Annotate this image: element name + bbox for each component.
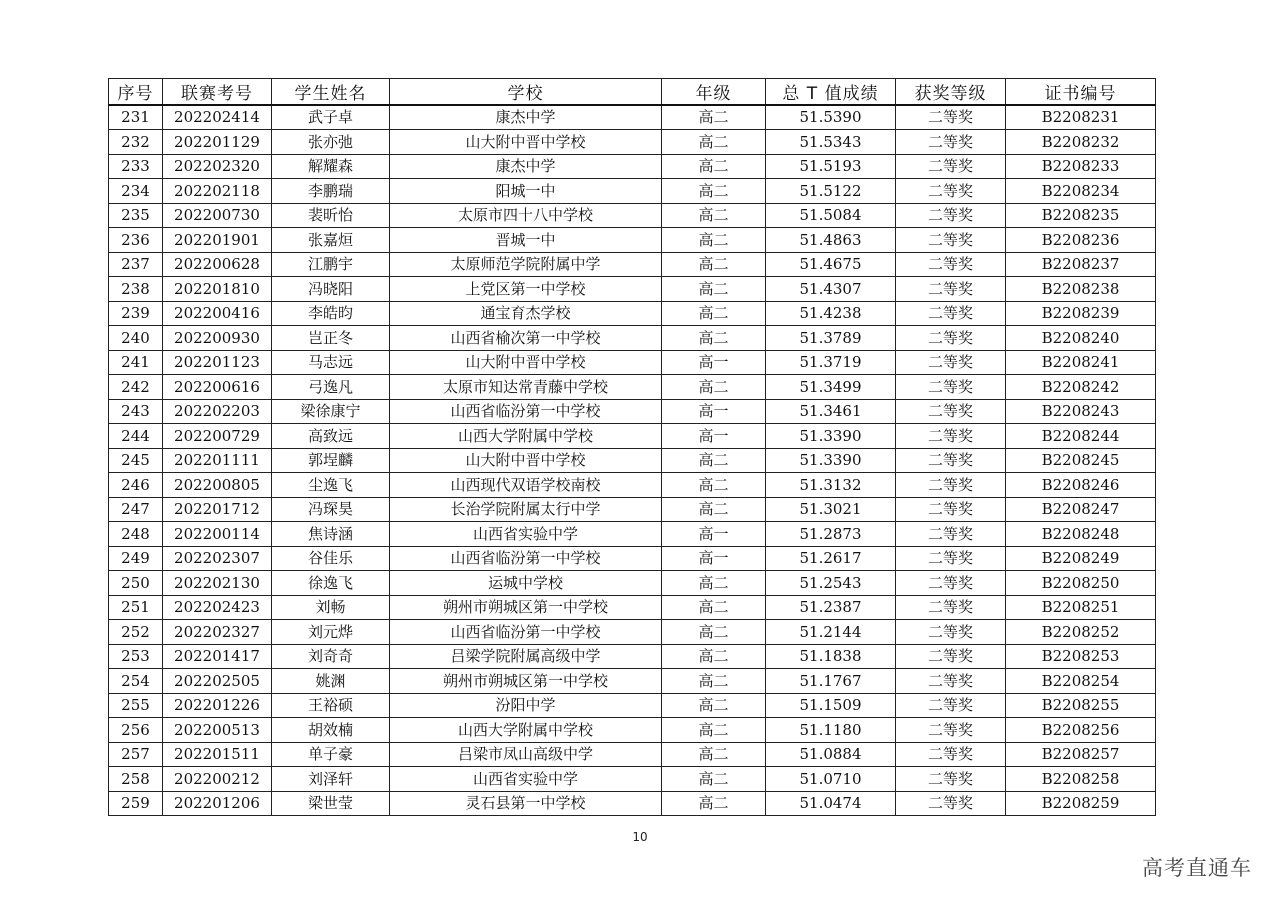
- table-row: [109, 252, 1156, 277]
- cell-student-name: 李鹏瑞: [272, 179, 390, 204]
- cell-certificate-number: B2208243: [1006, 399, 1156, 424]
- cell-certificate-number: B2208256: [1006, 718, 1156, 743]
- cell-certificate-number: B2208236: [1006, 228, 1156, 253]
- cell-grade: 高一: [662, 399, 766, 424]
- table-row: [109, 497, 1156, 522]
- cell-certificate-number: B2208244: [1006, 424, 1156, 449]
- header-exam-number: 联赛考号: [163, 79, 272, 106]
- cell-exam-number: 202202414: [163, 105, 272, 130]
- cell-exam-number: 202200616: [163, 375, 272, 400]
- cell-grade: 高二: [662, 448, 766, 473]
- cell-index: 235: [109, 203, 163, 228]
- cell-school: 山西大学附属中学校: [390, 718, 662, 743]
- cell-certificate-number: B2208248: [1006, 522, 1156, 547]
- cell-award-level: 二等奖: [896, 399, 1006, 424]
- cell-student-name: 马志远: [272, 350, 390, 375]
- table-row: [109, 448, 1156, 473]
- cell-total-t-score: 51.5084: [766, 203, 896, 228]
- cell-total-t-score: 51.2617: [766, 546, 896, 571]
- cell-total-t-score: 51.2873: [766, 522, 896, 547]
- cell-grade: 高一: [662, 522, 766, 547]
- table-row: [109, 595, 1156, 620]
- header-school: 学校: [390, 79, 662, 106]
- cell-award-level: 二等奖: [896, 130, 1006, 155]
- cell-grade: 高二: [662, 693, 766, 718]
- cell-exam-number: 202200805: [163, 473, 272, 498]
- cell-award-level: 二等奖: [896, 105, 1006, 130]
- cell-student-name: 武子卓: [272, 105, 390, 130]
- cell-school: 上党区第一中学校: [390, 277, 662, 302]
- header-grade: 年级: [662, 79, 766, 106]
- cell-total-t-score: 51.5390: [766, 105, 896, 130]
- cell-grade: 高二: [662, 252, 766, 277]
- cell-exam-number: 202200730: [163, 203, 272, 228]
- cell-total-t-score: 51.0884: [766, 742, 896, 767]
- cell-grade: 高二: [662, 742, 766, 767]
- cell-student-name: 尘逸飞: [272, 473, 390, 498]
- table-row: [109, 105, 1156, 130]
- cell-certificate-number: B2208250: [1006, 571, 1156, 596]
- cell-award-level: 二等奖: [896, 767, 1006, 792]
- cell-student-name: 张嘉烜: [272, 228, 390, 253]
- cell-exam-number: 202201810: [163, 277, 272, 302]
- cell-school: 山西省临汾第一中学校: [390, 399, 662, 424]
- cell-grade: 高二: [662, 277, 766, 302]
- cell-index: 232: [109, 130, 163, 155]
- cell-award-level: 二等奖: [896, 154, 1006, 179]
- cell-exam-number: 202202320: [163, 154, 272, 179]
- table-row: [109, 203, 1156, 228]
- table-row: [109, 571, 1156, 596]
- cell-school: 山西省实验中学: [390, 767, 662, 792]
- cell-total-t-score: 51.2543: [766, 571, 896, 596]
- cell-grade: 高二: [662, 595, 766, 620]
- table-row: [109, 620, 1156, 645]
- cell-school: 晋城一中: [390, 228, 662, 253]
- cell-grade: 高二: [662, 718, 766, 743]
- cell-certificate-number: B2208235: [1006, 203, 1156, 228]
- cell-certificate-number: B2208240: [1006, 326, 1156, 351]
- cell-grade: 高二: [662, 203, 766, 228]
- cell-grade: 高二: [662, 130, 766, 155]
- table-row: [109, 473, 1156, 498]
- cell-total-t-score: 51.1180: [766, 718, 896, 743]
- cell-certificate-number: B2208232: [1006, 130, 1156, 155]
- table-body: [109, 105, 1156, 816]
- cell-award-level: 二等奖: [896, 669, 1006, 694]
- table-row: [109, 522, 1156, 547]
- cell-school: 山西大学附属中学校: [390, 424, 662, 449]
- cell-total-t-score: 51.5343: [766, 130, 896, 155]
- cell-certificate-number: B2208253: [1006, 644, 1156, 669]
- table-row: [109, 350, 1156, 375]
- cell-certificate-number: B2208245: [1006, 448, 1156, 473]
- cell-school: 阳城一中: [390, 179, 662, 204]
- cell-certificate-number: B2208255: [1006, 693, 1156, 718]
- cell-total-t-score: 51.3719: [766, 350, 896, 375]
- cell-grade: 高二: [662, 301, 766, 326]
- cell-exam-number: 202202130: [163, 571, 272, 596]
- cell-student-name: 刘元烨: [272, 620, 390, 645]
- cell-student-name: 刘奇奇: [272, 644, 390, 669]
- cell-index: 244: [109, 424, 163, 449]
- table-row: [109, 767, 1156, 792]
- cell-student-name: 单子豪: [272, 742, 390, 767]
- cell-student-name: 王裕硕: [272, 693, 390, 718]
- cell-school: 山西省临汾第一中学校: [390, 620, 662, 645]
- cell-exam-number: 202201123: [163, 350, 272, 375]
- cell-exam-number: 202202203: [163, 399, 272, 424]
- cell-student-name: 郭埕麟: [272, 448, 390, 473]
- table-row: [109, 154, 1156, 179]
- cell-grade: 高二: [662, 571, 766, 596]
- cell-award-level: 二等奖: [896, 497, 1006, 522]
- table-row: [109, 277, 1156, 302]
- cell-school: 灵石县第一中学校: [390, 791, 662, 816]
- cell-grade: 高二: [662, 228, 766, 253]
- cell-award-level: 二等奖: [896, 742, 1006, 767]
- cell-index: 247: [109, 497, 163, 522]
- table-row: [109, 179, 1156, 204]
- cell-index: 250: [109, 571, 163, 596]
- cell-grade: 高二: [662, 154, 766, 179]
- cell-total-t-score: 51.4675: [766, 252, 896, 277]
- cell-index: 257: [109, 742, 163, 767]
- cell-student-name: 裴昕怡: [272, 203, 390, 228]
- cell-index: 234: [109, 179, 163, 204]
- header-total-t-score: 总 T 值成绩: [766, 79, 896, 106]
- cell-index: 233: [109, 154, 163, 179]
- cell-exam-number: 202201511: [163, 742, 272, 767]
- cell-total-t-score: 51.2387: [766, 595, 896, 620]
- cell-award-level: 二等奖: [896, 522, 1006, 547]
- table-header-row: [109, 79, 1156, 106]
- cell-index: 254: [109, 669, 163, 694]
- cell-certificate-number: B2208241: [1006, 350, 1156, 375]
- cell-award-level: 二等奖: [896, 375, 1006, 400]
- cell-school: 山西省实验中学: [390, 522, 662, 547]
- cell-certificate-number: B2208238: [1006, 277, 1156, 302]
- cell-school: 通宝育杰学校: [390, 301, 662, 326]
- cell-total-t-score: 51.1509: [766, 693, 896, 718]
- header-award-level: 获奖等级: [896, 79, 1006, 106]
- cell-total-t-score: 51.4307: [766, 277, 896, 302]
- cell-school: 康杰中学: [390, 154, 662, 179]
- cell-total-t-score: 51.3461: [766, 399, 896, 424]
- cell-student-name: 张亦弛: [272, 130, 390, 155]
- cell-exam-number: 202202307: [163, 546, 272, 571]
- cell-exam-number: 202202505: [163, 669, 272, 694]
- cell-total-t-score: 51.4863: [766, 228, 896, 253]
- cell-award-level: 二等奖: [896, 424, 1006, 449]
- cell-student-name: 梁世莹: [272, 791, 390, 816]
- cell-certificate-number: B2208257: [1006, 742, 1156, 767]
- table-row: [109, 791, 1156, 816]
- cell-total-t-score: 51.4238: [766, 301, 896, 326]
- cell-certificate-number: B2208249: [1006, 546, 1156, 571]
- cell-school: 山西省榆次第一中学校: [390, 326, 662, 351]
- cell-index: 238: [109, 277, 163, 302]
- cell-total-t-score: 51.1767: [766, 669, 896, 694]
- cell-index: 251: [109, 595, 163, 620]
- cell-index: 256: [109, 718, 163, 743]
- cell-student-name: 胡效楠: [272, 718, 390, 743]
- cell-school: 吕梁学院附属高级中学: [390, 644, 662, 669]
- cell-award-level: 二等奖: [896, 448, 1006, 473]
- table-row: [109, 669, 1156, 694]
- cell-grade: 高二: [662, 669, 766, 694]
- header-index: 序号: [109, 79, 163, 106]
- cell-index: 241: [109, 350, 163, 375]
- cell-certificate-number: B2208247: [1006, 497, 1156, 522]
- table-row: [109, 693, 1156, 718]
- cell-exam-number: 202201111: [163, 448, 272, 473]
- cell-award-level: 二等奖: [896, 228, 1006, 253]
- cell-grade: 高一: [662, 424, 766, 449]
- cell-award-level: 二等奖: [896, 644, 1006, 669]
- cell-award-level: 二等奖: [896, 791, 1006, 816]
- cell-award-level: 二等奖: [896, 277, 1006, 302]
- cell-certificate-number: B2208237: [1006, 252, 1156, 277]
- cell-total-t-score: 51.3789: [766, 326, 896, 351]
- cell-total-t-score: 51.3390: [766, 424, 896, 449]
- cell-total-t-score: 51.0474: [766, 791, 896, 816]
- cell-school: 康杰中学: [390, 105, 662, 130]
- cell-grade: 高二: [662, 179, 766, 204]
- cell-certificate-number: B2208234: [1006, 179, 1156, 204]
- cell-index: 239: [109, 301, 163, 326]
- table-row: [109, 130, 1156, 155]
- cell-student-name: 解耀森: [272, 154, 390, 179]
- cell-award-level: 二等奖: [896, 718, 1006, 743]
- table-row: [109, 644, 1156, 669]
- cell-award-level: 二等奖: [896, 301, 1006, 326]
- cell-exam-number: 202202118: [163, 179, 272, 204]
- cell-certificate-number: B2208242: [1006, 375, 1156, 400]
- cell-grade: 高二: [662, 105, 766, 130]
- cell-total-t-score: 51.2144: [766, 620, 896, 645]
- cell-certificate-number: B2208254: [1006, 669, 1156, 694]
- cell-award-level: 二等奖: [896, 595, 1006, 620]
- cell-index: 245: [109, 448, 163, 473]
- cell-total-t-score: 51.3021: [766, 497, 896, 522]
- cell-index: 258: [109, 767, 163, 792]
- cell-index: 246: [109, 473, 163, 498]
- cell-award-level: 二等奖: [896, 620, 1006, 645]
- results-table: [108, 78, 1156, 816]
- cell-grade: 高二: [662, 767, 766, 792]
- cell-total-t-score: 51.0710: [766, 767, 896, 792]
- cell-index: 252: [109, 620, 163, 645]
- table-row: [109, 228, 1156, 253]
- cell-exam-number: 202201901: [163, 228, 272, 253]
- cell-school: 山西省临汾第一中学校: [390, 546, 662, 571]
- cell-exam-number: 202200729: [163, 424, 272, 449]
- cell-certificate-number: B2208239: [1006, 301, 1156, 326]
- cell-student-name: 冯晓阳: [272, 277, 390, 302]
- cell-student-name: 刘泽轩: [272, 767, 390, 792]
- table-row: [109, 301, 1156, 326]
- table-row: [109, 546, 1156, 571]
- cell-award-level: 二等奖: [896, 179, 1006, 204]
- cell-exam-number: 202201712: [163, 497, 272, 522]
- cell-school: 山大附中晋中学校: [390, 448, 662, 473]
- table-row: [109, 399, 1156, 424]
- cell-award-level: 二等奖: [896, 473, 1006, 498]
- cell-grade: 高二: [662, 791, 766, 816]
- cell-school: 运城中学校: [390, 571, 662, 596]
- cell-grade: 高一: [662, 546, 766, 571]
- cell-school: 山大附中晋中学校: [390, 130, 662, 155]
- cell-exam-number: 202202327: [163, 620, 272, 645]
- cell-index: 236: [109, 228, 163, 253]
- cell-certificate-number: B2208258: [1006, 767, 1156, 792]
- cell-student-name: 谷佳乐: [272, 546, 390, 571]
- cell-grade: 高一: [662, 350, 766, 375]
- cell-student-name: 江鹏宇: [272, 252, 390, 277]
- cell-award-level: 二等奖: [896, 571, 1006, 596]
- cell-school: 长治学院附属太行中学: [390, 497, 662, 522]
- table-row: [109, 424, 1156, 449]
- cell-student-name: 姚渊: [272, 669, 390, 694]
- cell-index: 242: [109, 375, 163, 400]
- header-student-name: 学生姓名: [272, 79, 390, 106]
- cell-award-level: 二等奖: [896, 252, 1006, 277]
- header-certificate-number: 证书编号: [1006, 79, 1156, 106]
- cell-award-level: 二等奖: [896, 693, 1006, 718]
- cell-student-name: 冯琛昊: [272, 497, 390, 522]
- cell-school: 太原市四十八中学校: [390, 203, 662, 228]
- cell-school: 山大附中晋中学校: [390, 350, 662, 375]
- cell-exam-number: 202201206: [163, 791, 272, 816]
- cell-total-t-score: 51.3132: [766, 473, 896, 498]
- cell-exam-number: 202201129: [163, 130, 272, 155]
- cell-student-name: 弓逸凡: [272, 375, 390, 400]
- table-row: [109, 375, 1156, 400]
- cell-award-level: 二等奖: [896, 546, 1006, 571]
- watermark-text: 高考直通车: [1142, 856, 1252, 880]
- cell-exam-number: 202201226: [163, 693, 272, 718]
- cell-certificate-number: B2208251: [1006, 595, 1156, 620]
- cell-index: 237: [109, 252, 163, 277]
- cell-total-t-score: 51.1838: [766, 644, 896, 669]
- cell-school: 朔州市朔城区第一中学校: [390, 595, 662, 620]
- cell-index: 248: [109, 522, 163, 547]
- cell-award-level: 二等奖: [896, 326, 1006, 351]
- cell-grade: 高二: [662, 644, 766, 669]
- cell-total-t-score: 51.3390: [766, 448, 896, 473]
- cell-school: 吕梁市凤山高级中学: [390, 742, 662, 767]
- cell-school: 太原市知达常青藤中学校: [390, 375, 662, 400]
- cell-award-level: 二等奖: [896, 350, 1006, 375]
- cell-certificate-number: B2208233: [1006, 154, 1156, 179]
- cell-exam-number: 202200212: [163, 767, 272, 792]
- cell-exam-number: 202202423: [163, 595, 272, 620]
- cell-exam-number: 202200513: [163, 718, 272, 743]
- table-row: [109, 326, 1156, 351]
- cell-exam-number: 202200114: [163, 522, 272, 547]
- cell-exam-number: 202200416: [163, 301, 272, 326]
- cell-certificate-number: B2208246: [1006, 473, 1156, 498]
- cell-index: 240: [109, 326, 163, 351]
- cell-grade: 高二: [662, 620, 766, 645]
- cell-school: 汾阳中学: [390, 693, 662, 718]
- cell-student-name: 岂正冬: [272, 326, 390, 351]
- cell-total-t-score: 51.5193: [766, 154, 896, 179]
- table-row: [109, 742, 1156, 767]
- cell-student-name: 高致远: [272, 424, 390, 449]
- cell-index: 231: [109, 105, 163, 130]
- cell-total-t-score: 51.5122: [766, 179, 896, 204]
- cell-school: 山西现代双语学校南校: [390, 473, 662, 498]
- cell-student-name: 梁徐康宁: [272, 399, 390, 424]
- page-number: 10: [632, 830, 648, 844]
- cell-exam-number: 202201417: [163, 644, 272, 669]
- cell-grade: 高二: [662, 473, 766, 498]
- cell-exam-number: 202200628: [163, 252, 272, 277]
- cell-index: 243: [109, 399, 163, 424]
- cell-index: 259: [109, 791, 163, 816]
- cell-certificate-number: B2208259: [1006, 791, 1156, 816]
- cell-index: 253: [109, 644, 163, 669]
- cell-grade: 高二: [662, 375, 766, 400]
- cell-school: 太原师范学院附属中学: [390, 252, 662, 277]
- cell-student-name: 焦诗涵: [272, 522, 390, 547]
- cell-grade: 高二: [662, 326, 766, 351]
- cell-school: 朔州市朔城区第一中学校: [390, 669, 662, 694]
- cell-award-level: 二等奖: [896, 203, 1006, 228]
- table-row: [109, 718, 1156, 743]
- cell-grade: 高二: [662, 497, 766, 522]
- cell-exam-number: 202200930: [163, 326, 272, 351]
- cell-total-t-score: 51.3499: [766, 375, 896, 400]
- cell-student-name: 李皓昀: [272, 301, 390, 326]
- cell-index: 249: [109, 546, 163, 571]
- cell-student-name: 刘畅: [272, 595, 390, 620]
- cell-student-name: 徐逸飞: [272, 571, 390, 596]
- cell-certificate-number: B2208231: [1006, 105, 1156, 130]
- cell-certificate-number: B2208252: [1006, 620, 1156, 645]
- cell-index: 255: [109, 693, 163, 718]
